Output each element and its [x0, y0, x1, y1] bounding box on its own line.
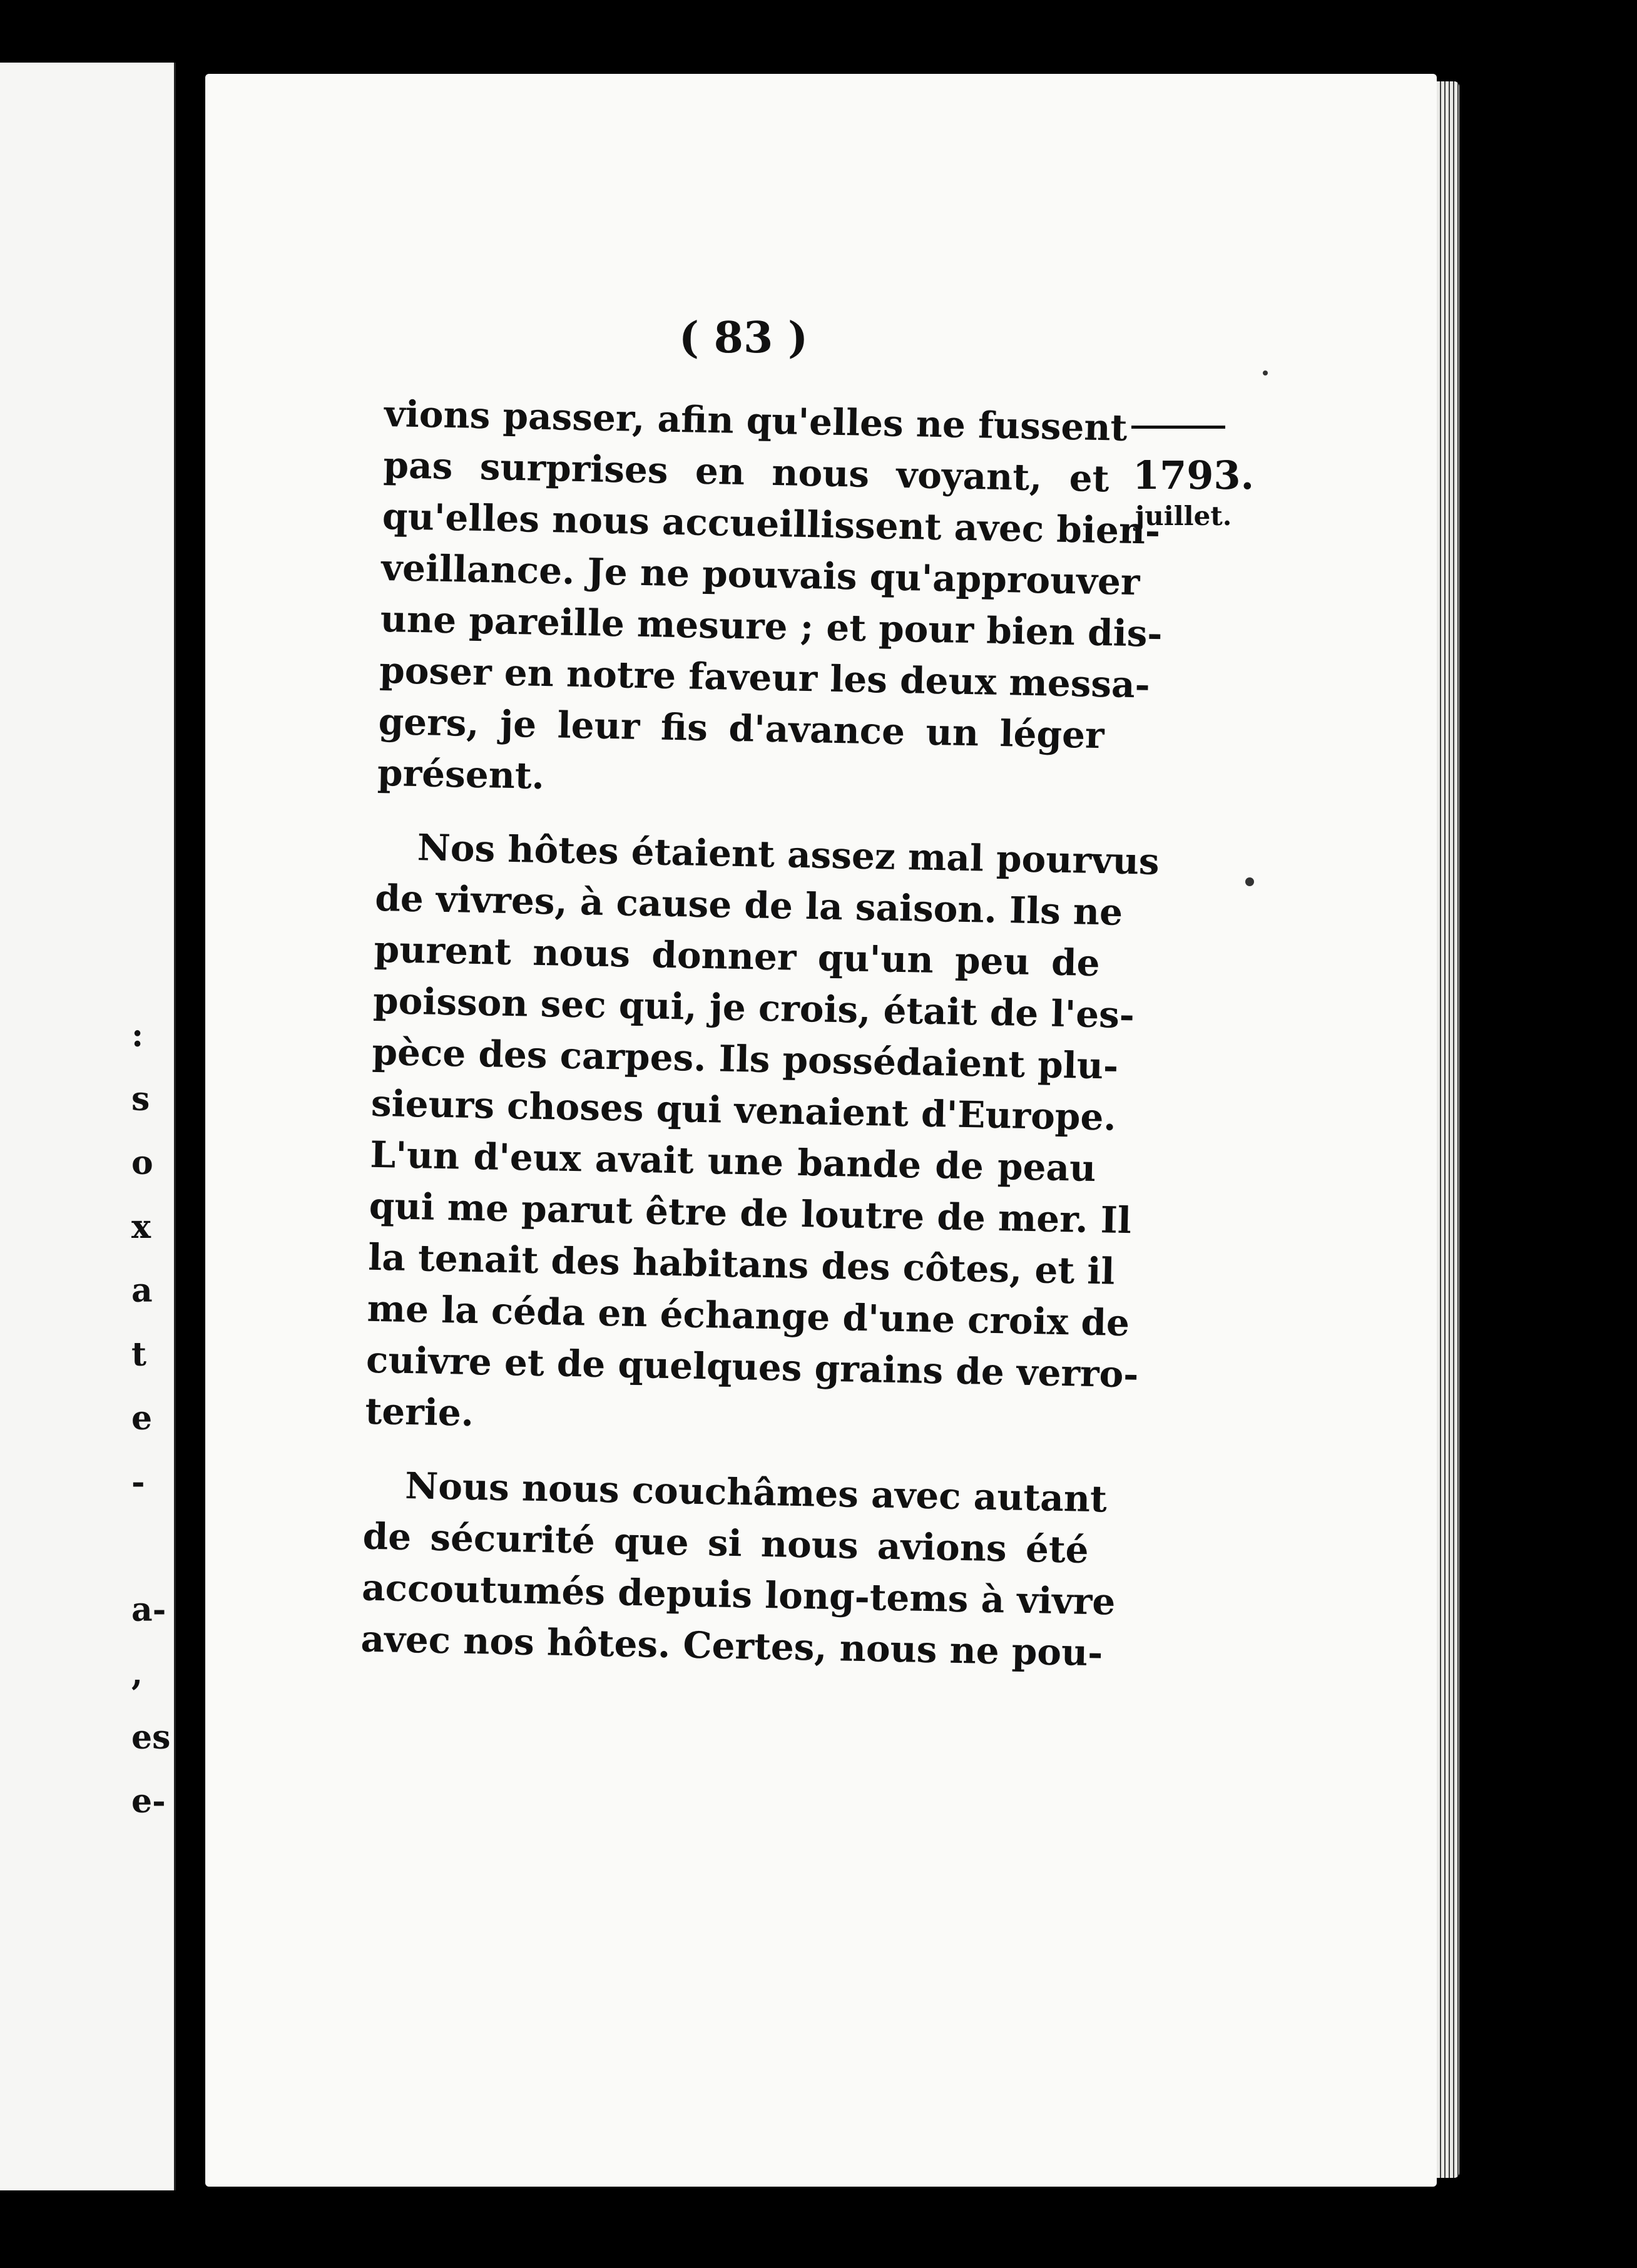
margin-rule: [1131, 426, 1225, 429]
text-line: pèce des carpes. Ils possédaient plu-: [371, 1030, 1119, 1088]
fragment-line: es: [131, 1719, 171, 1757]
text-line: cuivre et de quelques grains de verro-: [365, 1338, 1140, 1396]
fragment-line: x: [131, 1208, 151, 1246]
fragment-line: a: [131, 1272, 153, 1310]
text-line: de sécurité que si nous avions été: [362, 1515, 1089, 1571]
margin-year: 1793.: [1133, 452, 1255, 498]
text-line: présent.: [377, 751, 545, 798]
text-line: qui me parut être de loutre de mer. Il: [369, 1184, 1132, 1242]
text-line: pas surprises en nous voyant, et: [382, 443, 1110, 501]
text-line: me la céda en échange d'une croix de: [367, 1287, 1130, 1345]
paper-speck: [1263, 370, 1268, 375]
fragment-line: ,: [131, 1655, 143, 1693]
body-text: [360, 388, 1163, 1678]
fragment-line: o: [131, 1144, 153, 1182]
fragment-line: -: [131, 1463, 145, 1501]
text-line: gers, je leur fis d'avance un léger: [378, 700, 1105, 757]
text-line: L'un d'eux avait une bande de peau: [369, 1133, 1096, 1190]
text-line: Nous nous couchâmes avec autant: [404, 1464, 1108, 1521]
fragment-line: :: [131, 1016, 144, 1055]
fragment-line: [131, 1515, 175, 1578]
text-line: qu'elles nous accueillissent avec bien-: [382, 494, 1161, 553]
text-line: de vivres, à cause de la saison. Ils ne: [374, 876, 1123, 934]
fragment-line: e: [131, 1399, 153, 1438]
text-line: une pareille mesure ; et pour bien dis-: [380, 597, 1163, 655]
fragment-line: a-: [131, 1591, 166, 1629]
text-line: accoutumés depuis long-tems à vivre: [361, 1566, 1116, 1623]
fragment-line: [131, 876, 175, 940]
text-line: poser en notre faveur les deux messa-: [379, 648, 1151, 707]
text-line: veillance. Je ne pouvais qu'approuver: [380, 546, 1141, 604]
fragment-line: e-: [131, 1782, 166, 1821]
margin-note: [1126, 401, 1255, 535]
paper-speck: [1245, 877, 1254, 886]
text-line: Nos hôtes étaient assez mal pourvus: [417, 826, 1160, 883]
text-line: poisson sec qui, je crois, était de l'es-: [372, 979, 1135, 1037]
text-line: purent nous donner qu'un peu de: [374, 927, 1101, 985]
text-line: la tenait des habitans des côtes, et il: [367, 1235, 1116, 1293]
text-line: vions passer, afin qu'elles ne fussent: [384, 392, 1128, 449]
page-block-edges: [1437, 81, 1459, 2178]
fragment-line: s: [131, 1080, 150, 1118]
page-number: ( 83 ): [678, 313, 808, 363]
text-line: sieurs choses qui venaient d'Europe.: [370, 1081, 1117, 1139]
left-page-text-fragments: [131, 876, 175, 1834]
fragment-line: t: [131, 1336, 147, 1374]
text-line: terie.: [364, 1389, 474, 1435]
fragment-line: [131, 940, 175, 1004]
margin-month: juillet.: [1135, 501, 1232, 531]
text-line: avec nos hôtes. Certes, nous ne pou-: [360, 1617, 1104, 1675]
